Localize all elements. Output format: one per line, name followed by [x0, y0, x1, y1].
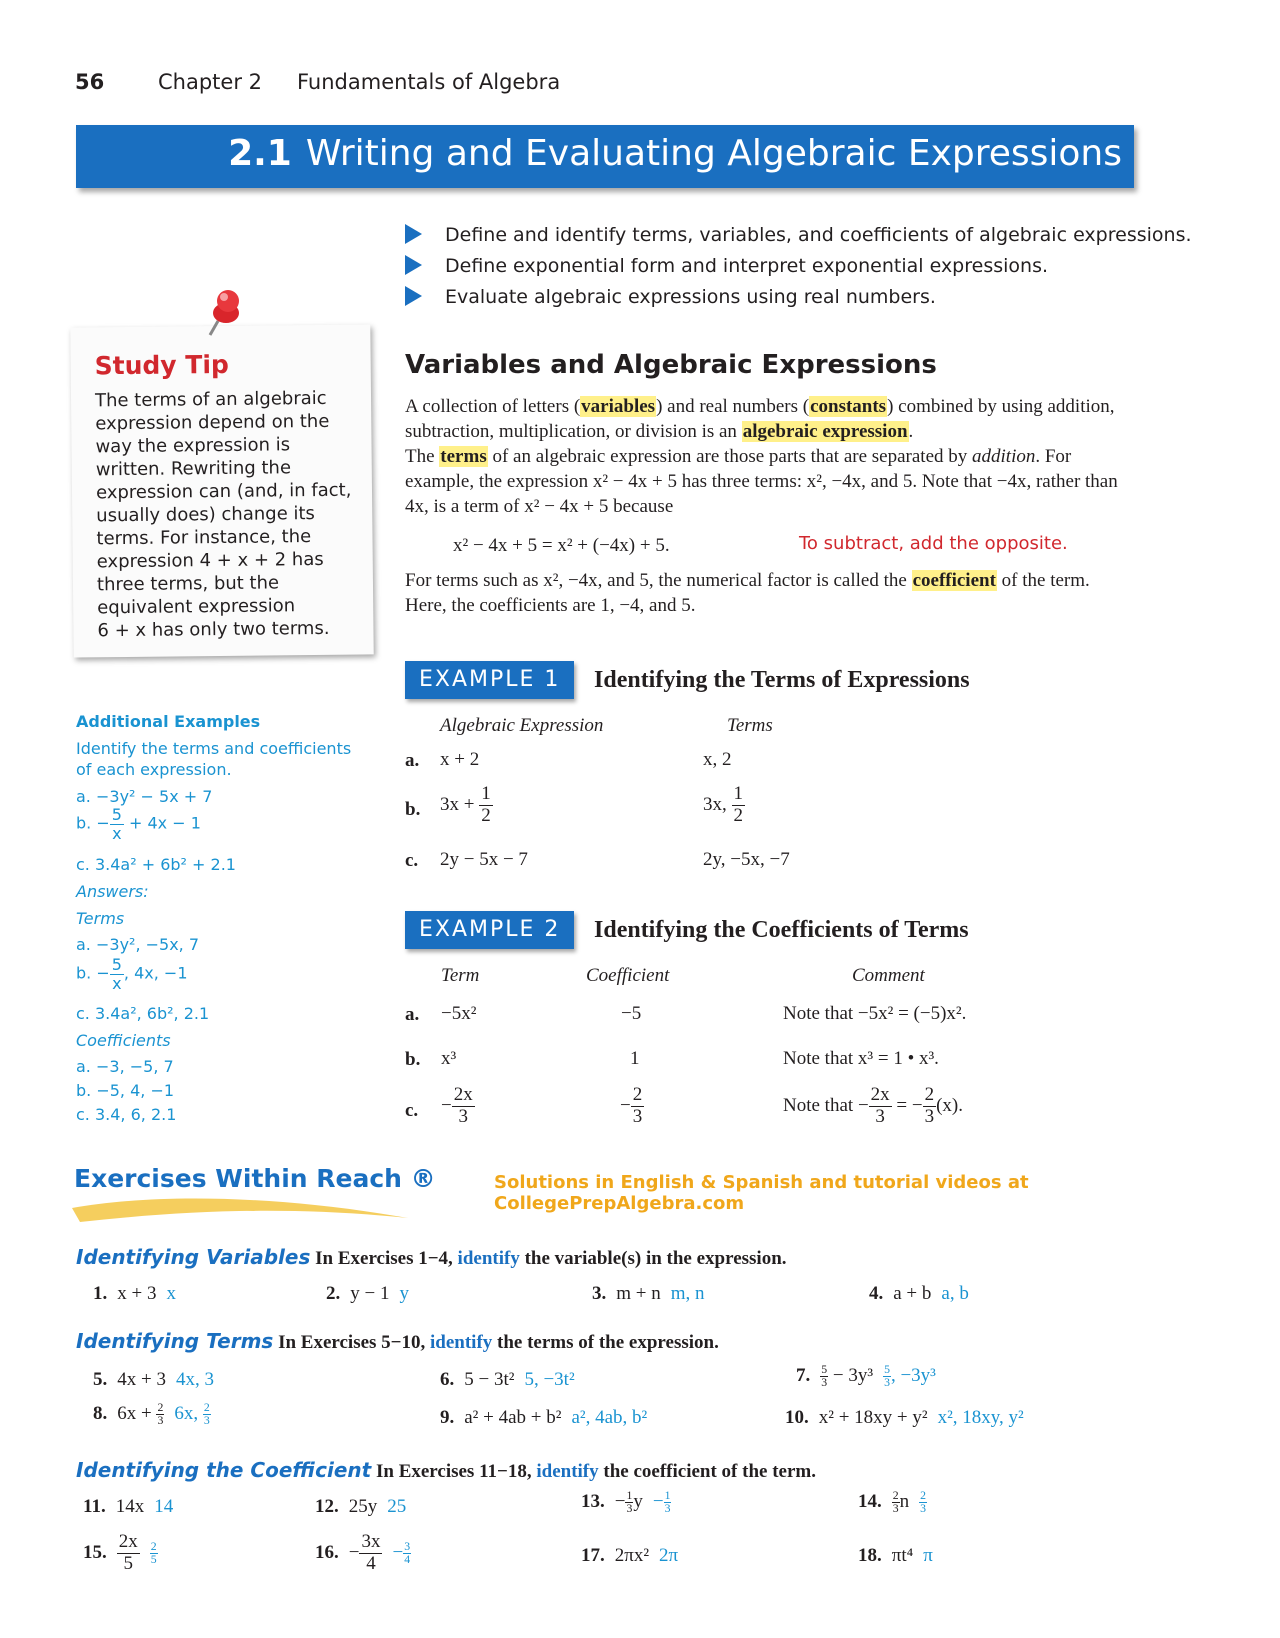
- row-label: b.: [405, 799, 421, 820]
- frac-num: 2: [892, 1489, 899, 1502]
- comment-cell: Note that − $\frac{2x}{3}$ = − $\frac{2}{3}$ (x).: [783, 1084, 963, 1127]
- frac-den: 2: [481, 804, 491, 826]
- study-tip-note: [70, 324, 373, 657]
- exercise-answer: x², 18xy, y²: [937, 1407, 1024, 1428]
- example-2-title: Identifying the Coefficients of Terms: [594, 917, 969, 943]
- frac-den: 3: [884, 1376, 890, 1390]
- highlight-swoosh-icon: [70, 1188, 410, 1230]
- text: 6x,: [174, 1403, 203, 1425]
- column-header: Terms: [727, 715, 773, 736]
- chapter-label: Chapter 2: [158, 70, 262, 94]
- frac-den: 3: [892, 1502, 899, 1516]
- frac-num: 1: [481, 783, 491, 804]
- frac-den: 5: [150, 1552, 157, 1566]
- term-cell: −5x²: [441, 1003, 477, 1024]
- frac-num: 3x: [361, 1531, 381, 1552]
- column-header: Coefficient: [586, 965, 670, 986]
- exercise-answer: y: [399, 1283, 409, 1304]
- text: 3x,: [703, 793, 732, 815]
- exercise-number: 4.: [869, 1283, 884, 1304]
- exercise-answer: 5, −3t²: [524, 1369, 575, 1390]
- category-label: Identifying Variables: [76, 1245, 311, 1269]
- frac-den: 3: [157, 1414, 164, 1428]
- row-label: a.: [405, 1004, 420, 1025]
- exercise-expression: 6x +: [117, 1403, 157, 1425]
- coefficient-cell: 1: [630, 1048, 640, 1069]
- frac-den: x: [112, 823, 122, 843]
- exercise-expression: −: [348, 1541, 360, 1563]
- objective-item: [405, 224, 1192, 246]
- expression-cell: 2y − 5x − 7: [440, 849, 528, 870]
- exercise-expression: πt⁴: [891, 1545, 914, 1566]
- tip-line: expression can (and, in fact,: [95, 479, 352, 504]
- frac-den: 3: [203, 1414, 210, 1428]
- highlight-constants: constants: [810, 396, 887, 417]
- exercise-expression: 25y: [348, 1496, 378, 1517]
- fraction: [156, 1402, 164, 1428]
- comment-cell: Note that x³ = 1 • x³.: [783, 1048, 939, 1069]
- frac-num: 5: [884, 1363, 890, 1376]
- exercises-title: Exercises Within Reach ®: [74, 1164, 436, 1193]
- fraction: [883, 1364, 891, 1390]
- keyword: identify: [457, 1248, 520, 1269]
- row-label: a.: [405, 750, 420, 771]
- exercise-number: 14.: [858, 1491, 882, 1513]
- terms-label: Terms: [76, 909, 125, 928]
- term-cell: x³: [441, 1048, 457, 1069]
- text: of the term. Here, the coefficients are 1, −4, and 5.: [405, 570, 1090, 616]
- frac-den: 4: [366, 1552, 376, 1574]
- coef-answer-a: a. −3, −5, 7: [76, 1057, 174, 1076]
- terms-answer-b: [76, 956, 188, 992]
- frac-num: 2x: [453, 1084, 473, 1105]
- exercise-item: [592, 1283, 705, 1305]
- text: of an algebraic expression are those parts that are separated by: [487, 446, 973, 467]
- frac-num: 2: [632, 1084, 643, 1105]
- exercise-expression: − 3y³: [828, 1365, 874, 1387]
- exercise-expression: x + 3: [117, 1283, 157, 1304]
- highlight-variables: variables: [581, 396, 656, 417]
- column-header: Algebraic Expression: [440, 715, 604, 736]
- fraction: [631, 1085, 645, 1128]
- frac-num: 1: [733, 783, 743, 804]
- additional-example-c: c. 3.4a² + 6b² + 2.1: [76, 855, 236, 874]
- exercise-number: 16.: [315, 1541, 339, 1563]
- tip-line: usually does) change its: [96, 503, 315, 527]
- example-2-badge: EXAMPLE 2: [405, 911, 574, 949]
- exercise-answer: [919, 1489, 927, 1516]
- additional-examples-prompt: Identify the terms and coefficients: [76, 739, 352, 758]
- coefficient-cell: −5: [621, 1003, 642, 1024]
- terms-cell: x, 2: [703, 749, 732, 770]
- example-1-title: Identifying the Terms of Expressions: [594, 667, 970, 693]
- exercise-answer: [150, 1539, 158, 1566]
- study-tip-body: [95, 387, 360, 643]
- tip-line: terms. For instance, the: [96, 526, 312, 550]
- column-header: Comment: [852, 965, 925, 986]
- exercise-number: 13.: [581, 1491, 605, 1513]
- exercise-item: [581, 1490, 671, 1516]
- row-label: c.: [405, 1100, 419, 1121]
- frac-num: 2: [920, 1489, 927, 1502]
- fraction: [452, 1085, 475, 1128]
- exercise-expression: x² + 18xy + y²: [818, 1407, 928, 1428]
- example-1-badge: EXAMPLE 1: [405, 661, 574, 699]
- exercise-number: 8.: [93, 1403, 108, 1425]
- exercise-item: [581, 1545, 678, 1567]
- frac-num: 1: [664, 1489, 671, 1502]
- exercise-item: [93, 1369, 214, 1391]
- page-number: 56: [75, 70, 105, 94]
- exercise-item: [858, 1490, 927, 1516]
- exercise-answer: a, b: [941, 1283, 969, 1304]
- exercise-group-heading: [76, 1245, 787, 1270]
- expression-cell: x + 2: [440, 749, 480, 770]
- text: Note that: [783, 1094, 858, 1116]
- highlight-coefficient: coefficient: [912, 570, 996, 591]
- ae-b-prefix: b. −: [76, 813, 110, 833]
- tip-line: written. Rewriting the: [95, 457, 292, 481]
- tip-line: 6 + x has only two terms.: [97, 617, 330, 642]
- text: ) and real numbers (: [656, 396, 810, 417]
- exercise-answer: x: [166, 1283, 176, 1304]
- exercise-item: [93, 1402, 211, 1428]
- exercise-item: [869, 1283, 969, 1305]
- text: . For example, the expression x² − 4x + 5 has three terms: x², −4x, and 5. Note that −4x, rather than 4x, is a term of x² − 4x + 5 because: [405, 446, 1118, 517]
- exercise-item: [785, 1407, 1024, 1429]
- exercise-item: [83, 1532, 158, 1575]
- text: , −3y³: [890, 1365, 936, 1387]
- exercise-expression: a + b: [893, 1283, 932, 1304]
- fraction: [203, 1402, 211, 1428]
- frac-num: 2: [924, 1084, 935, 1105]
- text: the coefficient of the term.: [598, 1461, 816, 1482]
- exercise-expression: y: [633, 1491, 643, 1513]
- exercise-number: 6.: [440, 1369, 455, 1390]
- exercise-expression: 2πx²: [614, 1545, 650, 1566]
- answers-label: Answers:: [76, 882, 149, 901]
- tip-line: expression depend on the: [95, 410, 330, 435]
- exercise-item: [83, 1496, 173, 1518]
- exercise-number: 15.: [83, 1541, 107, 1563]
- category-label: Identifying Terms: [76, 1329, 274, 1353]
- exercise-expression: n: [899, 1491, 910, 1513]
- exercise-expression: 5 − 3t²: [464, 1369, 515, 1390]
- frac-den: 3: [664, 1502, 671, 1516]
- text: =: [891, 1094, 912, 1116]
- exercise-item: [858, 1545, 933, 1567]
- exercise-group-heading: [76, 1329, 719, 1354]
- terms-answer-c: c. 3.4a², 6b², 2.1: [76, 1004, 210, 1023]
- frac-den: 3: [920, 1502, 927, 1516]
- column-header: Term: [441, 965, 480, 986]
- text: (x).: [936, 1094, 963, 1116]
- coef-answer-c: c. 3.4, 6, 2.1: [76, 1105, 177, 1124]
- coefficients-label: Coefficients: [76, 1031, 171, 1050]
- chapter-title: Fundamentals of Algebra: [297, 70, 561, 94]
- text: A collection of letters (: [405, 396, 581, 417]
- exercise-group-heading: [76, 1458, 816, 1483]
- exercise-answer: [883, 1363, 936, 1390]
- tip-line: The terms of an algebraic: [94, 387, 327, 412]
- exercise-answer: [174, 1401, 210, 1428]
- terms-paragraph: [405, 444, 1135, 519]
- fraction: [869, 1085, 892, 1128]
- additional-examples-title: Additional Examples: [76, 712, 261, 731]
- fraction: [892, 1490, 900, 1516]
- frac-den: 2: [733, 804, 743, 826]
- solutions-link[interactable]: Solutions in English & Spanish and tutorial videos at CollegePrepAlgebra.com: [494, 1172, 1029, 1214]
- category-label: Identifying the Coefficient: [76, 1458, 372, 1482]
- fraction: [359, 1532, 382, 1575]
- frac-den: 3: [632, 1105, 643, 1127]
- bullet-triangle-icon: [405, 255, 422, 275]
- text: The: [405, 446, 440, 467]
- frac-den: 4: [404, 1552, 411, 1566]
- text: the terms of the expression.: [492, 1332, 719, 1353]
- exercise-answer: [652, 1489, 672, 1516]
- fraction: [110, 956, 124, 992]
- exercise-answer: a², 4ab, b²: [571, 1407, 648, 1428]
- keyword: identify: [536, 1461, 599, 1482]
- terms-b-prefix: b. −: [76, 963, 110, 983]
- exercise-expression: y − 1: [350, 1283, 390, 1304]
- fraction: [403, 1541, 411, 1567]
- keyword: identify: [430, 1332, 493, 1353]
- text: −: [392, 1541, 404, 1563]
- section-title: Writing and Evaluating Algebraic Expressions: [305, 133, 1122, 174]
- definition-paragraph: [405, 394, 1135, 444]
- additional-example-a: a. −3y² − 5x + 7: [76, 787, 213, 806]
- exercise-item: [440, 1369, 575, 1391]
- exercise-number: 1.: [93, 1283, 108, 1304]
- terms-cell: [703, 784, 745, 827]
- exercise-expression: a² + 4ab + b²: [464, 1407, 562, 1428]
- coef-answer-b: b. −5, 4, −1: [76, 1081, 175, 1100]
- frac-den: 5: [123, 1552, 133, 1574]
- exercise-number: 11.: [83, 1496, 106, 1517]
- fraction: [110, 806, 124, 842]
- pushpin-icon: [192, 285, 252, 345]
- exercise-number: 18.: [858, 1545, 882, 1566]
- frac-den: 3: [626, 1502, 633, 1516]
- exercise-item: [93, 1283, 176, 1305]
- exercise-expression: −: [614, 1491, 626, 1513]
- frac-den: 3: [458, 1105, 468, 1127]
- frac-num: 1: [626, 1489, 633, 1502]
- frac-num: 2: [203, 1401, 210, 1414]
- tip-line: three terms, but the: [96, 572, 280, 596]
- row-label: c.: [405, 850, 419, 871]
- frac-den: 3: [821, 1376, 828, 1390]
- exercise-expression: 4x + 3: [117, 1369, 166, 1390]
- objective-item: [405, 255, 1048, 277]
- fraction: [732, 784, 746, 827]
- objective-text: Evaluate algebraic expressions using real numbers.: [445, 286, 936, 308]
- frac-num: 3: [404, 1539, 411, 1553]
- additional-example-b: [76, 806, 201, 842]
- ae-b-suffix: + 4x − 1: [123, 813, 201, 833]
- bullet-triangle-icon: [405, 224, 422, 244]
- text: .: [908, 421, 914, 442]
- text: In Exercises 11−18,: [371, 1461, 537, 1482]
- objective-text: Define and identify terms, variables, and coefficients of algebraic expressions.: [445, 224, 1192, 246]
- text: ) combined by using addition, subtraction, multiplication, or division is an: [405, 396, 1115, 442]
- fraction: [820, 1364, 828, 1390]
- exercise-answer: 25: [387, 1496, 407, 1517]
- tip-line: way the expression is: [95, 434, 291, 458]
- text: 3x +: [440, 793, 480, 815]
- terms-b-suffix: , 4x, −1: [123, 963, 188, 983]
- exercise-answer: 4x, 3: [175, 1369, 214, 1390]
- exercise-number: 7.: [796, 1365, 811, 1387]
- exercise-number: 10.: [785, 1407, 809, 1428]
- additional-examples-prompt: of each expression.: [76, 760, 232, 779]
- coefficient-paragraph: [405, 568, 1135, 618]
- section-number: 2.1: [228, 133, 292, 174]
- exercise-number: 17.: [581, 1545, 605, 1566]
- exercise-answer: m, n: [670, 1283, 705, 1304]
- text-italic: addition: [972, 446, 1036, 467]
- comment-cell: Note that −5x² = (−5)x².: [783, 1003, 967, 1024]
- section-banner: [76, 125, 1134, 188]
- frac-den: 3: [875, 1105, 885, 1127]
- row-label: b.: [405, 1049, 421, 1070]
- objective-item: [405, 286, 936, 308]
- exercise-number: 9.: [440, 1407, 455, 1428]
- exercise-number: 5.: [93, 1369, 108, 1390]
- text: In Exercises 5−10,: [273, 1332, 430, 1353]
- text: For terms such as x², −4x, and 5, the numerical factor is called the: [405, 570, 912, 591]
- frac-num: 5: [111, 955, 122, 974]
- term-cell: − $\frac{2x}{3}$: [441, 1084, 473, 1127]
- study-tip-title: Study Tip: [94, 349, 229, 381]
- expression-cell: [440, 784, 493, 827]
- terms-answer-a: a. −3y², −5x, 7: [76, 935, 200, 954]
- frac-den: 3: [924, 1105, 935, 1127]
- tip-line: expression 4 + x + 2 has: [96, 548, 324, 573]
- fraction: [919, 1490, 927, 1516]
- exercise-answer: [392, 1539, 411, 1566]
- highlight-algebraic-expression: algebraic expression: [742, 421, 908, 442]
- terms-cell: 2y, −5x, −7: [703, 849, 790, 870]
- exercise-item: [315, 1496, 406, 1518]
- highlight-terms: terms: [440, 446, 487, 467]
- exercise-item: [440, 1407, 647, 1429]
- section-heading: Variables and Algebraic Expressions: [405, 350, 937, 380]
- exercise-item: [796, 1364, 936, 1390]
- text: In Exercises 1−4,: [310, 1248, 458, 1269]
- text: −: [652, 1491, 664, 1513]
- exercise-expression: m + n: [616, 1283, 661, 1304]
- frac-num: 2x: [870, 1084, 890, 1105]
- exercise-item: [315, 1532, 411, 1575]
- frac-num: 5: [111, 805, 122, 824]
- exercise-number: 2.: [326, 1283, 341, 1304]
- text: the variable(s) in the expression.: [519, 1248, 787, 1269]
- frac-num: 2x: [118, 1531, 138, 1552]
- exercise-answer: 14: [154, 1496, 174, 1517]
- subtraction-equation: x² − 4x + 5 = x² + (−4x) + 5.: [453, 535, 670, 556]
- frac-num: 5: [821, 1363, 828, 1376]
- exercise-answer: 2π: [659, 1545, 679, 1566]
- exercise-expression: 14x: [115, 1496, 145, 1517]
- equation-note: To subtract, add the opposite.: [799, 533, 1068, 554]
- coefficient-cell: − $\frac{2}{3}$: [620, 1084, 643, 1127]
- exercise-item: [326, 1283, 409, 1305]
- fraction: [150, 1541, 158, 1567]
- exercise-answer: π: [923, 1545, 933, 1566]
- objective-text: Define exponential form and interpret exponential expressions.: [445, 255, 1049, 277]
- fraction: [923, 1085, 937, 1128]
- fraction: [479, 784, 493, 827]
- frac-den: x: [112, 973, 122, 993]
- frac-num: 2: [157, 1401, 164, 1414]
- tip-line: equivalent expression: [97, 595, 296, 619]
- fraction: [117, 1532, 140, 1575]
- frac-num: 2: [150, 1539, 157, 1553]
- fraction: [664, 1490, 672, 1516]
- exercise-number: 3.: [592, 1283, 607, 1304]
- exercise-number: 12.: [315, 1496, 339, 1517]
- bullet-triangle-icon: [405, 286, 422, 306]
